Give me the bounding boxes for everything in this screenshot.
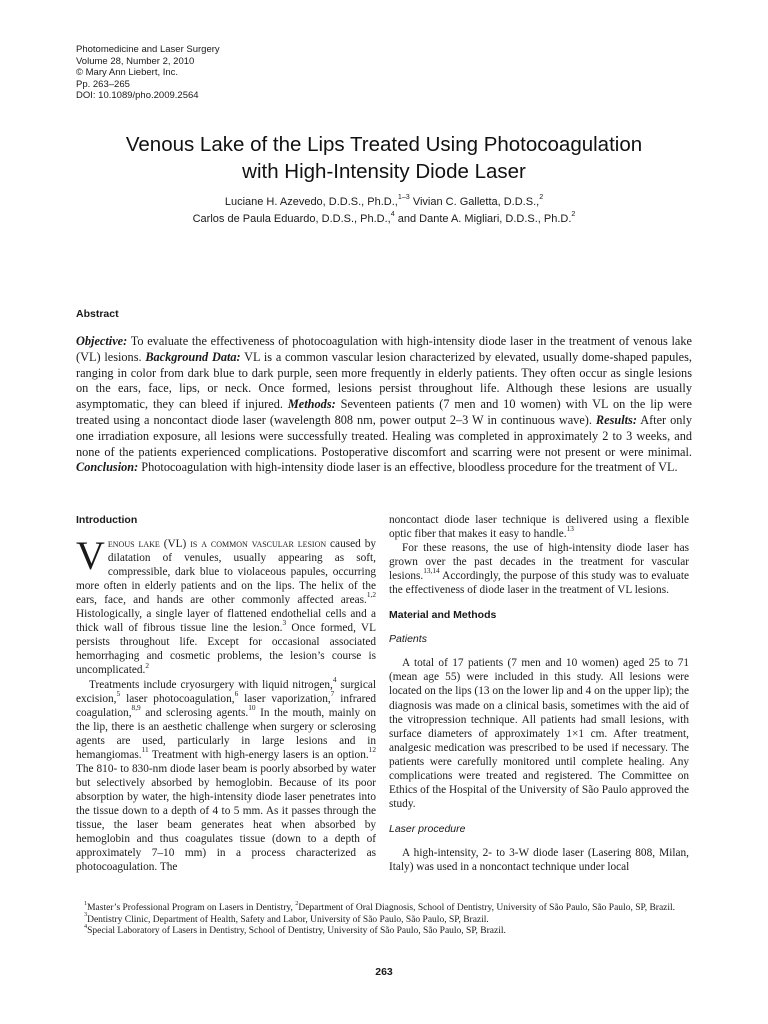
intro-paragraph-2 [76,674,377,875]
citation: 2 [145,660,149,670]
right-column [389,513,689,874]
intro-text: laser photocoagulation, [120,692,235,705]
footnote-text: Dentistry Clinic, Department of Health, Safety and Labor, University of São Paulo, São Paulo, SP, Brazil. [87,914,489,925]
intro-text: The 810- to 830-nm diode laser beam is poorly absorbed by water but selectively absorbed by hemoglobin. Because of its poor absorption by water, the high-intensity diode laser penetrates into the tissue down to a depth of 4 to 5 mm. As it passes through the tissue, the laser beam generates heat when absorbed by hemoglobin and thus coagulates tissue (down to a depth of approximately 7–10 mm) in a process characterized as photocoagulation. The [76,762,376,874]
intro-text: and sclerosing agents. [140,706,249,719]
intro-text: Treatments include cryosurgery with liquid nitrogen, [89,678,333,691]
footnote-text: Special Laboratory of Lasers in Dentistry, School of Dentistry, University of São Paulo, São Paulo, SP, Brazil. [87,926,506,936]
author-list [60,194,708,227]
footnote-4 [76,923,692,938]
footnotes [76,900,692,938]
conclusion-label: Conclusion: [76,460,139,475]
author-3-affiliation: 4 [390,209,395,218]
citation: 6 [234,688,239,698]
citation: 7 [330,688,335,698]
introduction-heading: Introduction [76,514,138,526]
abstract-body [76,334,692,476]
footnote-marker: 2 [295,900,299,907]
author-2-affiliation: 2 [539,193,544,202]
journal-name: Photomedicine and Laser Surgery [76,44,220,55]
footnote-text: Master’s Professional Program on Lasers in Dentistry, [87,903,296,913]
conclusion-text: Photocoagulation with high-intensity diode laser is an effective, bloodless procedure for the treatment of VL. [138,460,678,475]
intro-paragraph-4 [389,541,689,597]
journal-volume: Volume 28, Number 2, 2010 [76,55,195,67]
article-title [60,131,708,185]
citation: 5 [116,688,121,698]
patients-heading: Patients [389,633,427,646]
patients-paragraph: A total of 17 patients (7 men and 10 women) aged 25 to 71 (mean age 55) were included in this study. All lesions were located on the lips (13 on the lower lip and 4 on the upper lip); the diagnosis was made on a clinical basis, sometimes with the aid of the vitropression technique. All patients had small lesions, with surface diameters of approximately 1×1 cm. After treatment, analgesic medication was prescribed to be used if necessary. The patients were carefully monitored until complete healing. Any complications were treated and registered. The Committee on Ethics of the Hospital of the University of São Paulo approved the study. [389,657,689,810]
page-number: 263 [375,966,393,978]
citation: 4 [332,674,337,684]
background-label: Background Data: [145,349,241,364]
methods-label: Methods: [287,397,336,412]
objective-label: Objective: [76,334,128,348]
laser-procedure-paragraph: A high-intensity, 2- to 3-W diode laser (Lasering 808, Milan, Italy) was used in a noncontact technique under local [389,846,689,873]
citation: 13 [566,524,574,534]
drop-cap: V [76,533,105,579]
left-column [76,513,376,874]
objective-text: To evaluate the effectiveness of photocoagulation with high-intensity diode laser in the treatment of venous lake (VL) lesions. [76,334,692,364]
citation: 1,2 [366,590,376,600]
intro-text: caused by dilatation of venules, usually appearing as soft, compressible, dark blue to violaceous papules, occurring more often in elderly patients and on the lips. The helix of the ears, face, and hands are other commonly affected areas. [76,538,376,607]
intro-text: Once formed, VL persists throughout life. Except for occasional associated hemorrhaging and cosmetic problems, the lesion’s course is uncomplicated. [76,622,376,677]
abstract-heading: Abstract [76,308,119,320]
intro-text: infrared coagulation, [76,692,377,719]
citation: 10 [248,702,256,712]
citation: 3 [282,618,287,628]
author-2: Vivian C. Galletta, D.D.S., [409,196,540,208]
citation: 8,9 [131,702,141,712]
title-line-1: Venous Lake of the Lips Treated Using Photocoagulation [125,133,643,156]
intro-text: For these reasons, the use of high-intensity diode laser has grown over the past decades in the treatment for vascular lesions. [389,542,689,583]
footnote-marker: 4 [84,923,88,930]
author-1: Luciane H. Azevedo, D.D.S., Ph.D., [224,196,398,208]
author-4-affiliation: 2 [571,209,576,218]
intro-text: noncontact diode laser technique is delivered using a flexible optic fiber that makes it easy to handle. [389,514,689,541]
methods-heading: Material and Methods [389,609,497,622]
results-text: After only one irradiation exposure, all lesions were successfully treated. Healing was completed in approximately 2 to 3 weeks, and none of the patients experienced complications. Postoperative discomfort and scarring were not present or were minimal. [76,412,692,459]
journal-pages: Pp. 263–265 [76,78,130,90]
journal-doi: DOI: 10.1089/pho.2009.2564 [76,90,199,102]
intro-paragraph-3 [389,513,689,541]
footnote-3 [76,912,692,927]
intro-text: surgical excision, [76,678,376,705]
footnote-marker: 1 [84,900,88,907]
author-line-2 [60,211,708,228]
citation: 13,14 [423,566,440,576]
title-line-2: with High-Intensity Diode Laser [242,160,526,183]
footnote-text: Department of Oral Diagnosis, School of Dentistry, University of São Paulo, São Paulo, SP, Brazil. [298,903,676,913]
footnote-1-2 [76,900,692,915]
background-text: VL is a common vascular lesion characterized by elevated, usually dome-shaped papules, ranging in color from dark blue to dark purple, seen more frequently in elderly patients. They often occur as single lesions on the ears, face, lips, or neck. Once formed, lesions persist throughout life. Although these lesions are usually asymptomatic, they can bleed if injured. [76,349,692,412]
intro-text: Accordingly, the purpose of this study was to evaluate the effectiveness of diode laser in the treatment of VL lesions. [389,570,689,597]
laser-procedure-heading: Laser procedure [389,822,466,835]
citation: 11 [141,744,149,754]
methods-text: Seventeen patients (7 men and 10 women) with VL on the lip were treated using a noncontact diode laser (wavelength 808 nm, power output 2–3 W in continuous wave). [76,397,692,427]
citation: 12 [368,744,376,754]
intro-text: laser vaporization, [238,692,331,705]
author-1-affiliation: 1–3 [397,193,410,202]
intro-text: Treatment with high-energy lasers is an option. [148,748,369,761]
author-3: Carlos de Paula Eduardo, D.D.S., Ph.D., [192,212,391,225]
intro-text: In the mouth, mainly on the lip, there is an aesthetic challenge when surgery or sclerosing agents are used, particularly in large lesions and in hemangiomas. [76,706,377,761]
intro-text: Histologically, a single layer of flattened endothelial cells and a thick wall of fibrous tissue line the lesion. [76,608,376,635]
results-label: Results: [595,412,637,427]
footnote-marker: 3 [84,912,88,919]
intro-paragraph-1 [76,533,376,677]
journal-header [76,44,396,102]
author-line-1 [60,194,708,211]
author-4: and Dante A. Migliari, D.D.S., Ph.D. [394,212,572,225]
journal-copyright: © Mary Ann Liebert, Inc. [76,67,179,79]
intro-smallcaps: enous lake (VL) is a common vascular lesion [107,538,327,551]
